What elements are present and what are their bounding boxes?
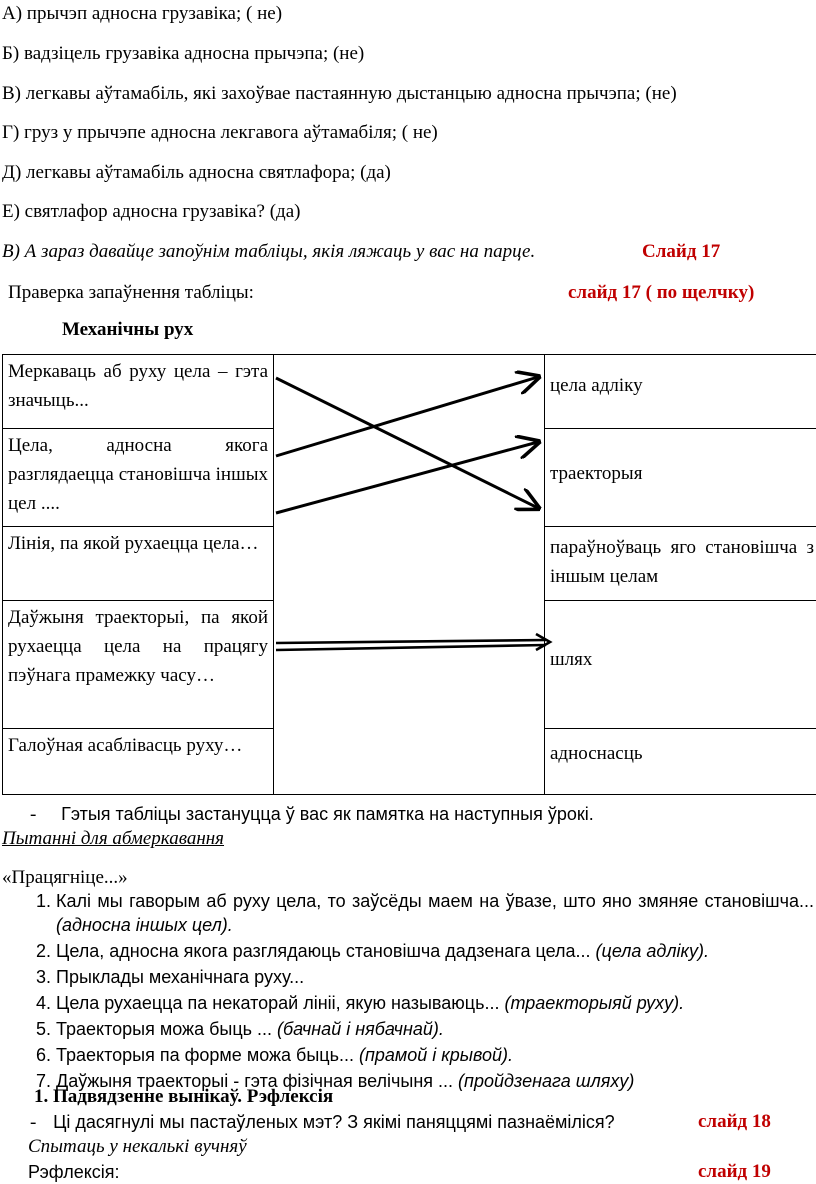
right-cell-1: цела адліку	[545, 355, 816, 429]
memo-note: Гэтыя табліцы застануцца ў вас як памятка на наступныя ўрокі.	[61, 804, 594, 824]
ask-students: Спытаць у некалькі вучняў	[28, 1136, 247, 1157]
question-5: 5. Траекторыя можа быць ... (бачнай і нябачнай).	[56, 1017, 814, 1041]
instruction-line	[2, 240, 535, 264]
statement-b: Б) вадзіцель грузавіка адносна прычэпа; (не)	[2, 43, 365, 64]
reflection-label: Рэфлексія:	[28, 1162, 120, 1182]
check-text: Праверка запаўнення табліцы:	[8, 282, 254, 303]
statement-d: Д) легкавы аўтамабіль адносна святлафора; (да)	[2, 162, 391, 183]
left-cell-4: Даўжыня траекторыі, па якой рухаецца цела на працягу пэўнага прамежку часу…	[3, 601, 274, 729]
goal-slide: слайд 18	[698, 1111, 771, 1132]
left-cell-2: Цела, адносна якога разглядаецца становішча іншых цел ....	[3, 429, 274, 527]
question-7: 7. Даўжыня траекторыі - гэта фізічная велічыня ... (пройдзенага шляху)	[56, 1069, 814, 1093]
discussion-heading: Пытанні для абмеркавання	[2, 828, 225, 849]
question-6: 6. Траекторыя па форме можа быць... (прамой і крывой).	[56, 1043, 814, 1067]
summary-heading: 1. Падвядзенне вынікаў. Рэфлексія	[34, 1086, 334, 1107]
statement-v: В) легкавы аўтамабіль, які захоўвае пастаянную дыстанцыю адносна прычэпа; (не)	[2, 83, 677, 104]
check-slide: слайд 17 ( по щелчку)	[568, 282, 755, 303]
middle-column	[274, 355, 545, 795]
matching-table	[2, 354, 816, 795]
table-title: Механічны рух	[62, 319, 194, 340]
right-cell-3: параўноўваць яго становішча з іншым целам	[545, 527, 816, 601]
memo-dash: -	[30, 804, 37, 825]
goal-question: Ці дасягнулі мы пастаўленых мэт? З якімі паняццямі пазнаёміліся?	[53, 1112, 615, 1132]
left-cell-1: Меркаваць аб руху цела – гэта значыць...	[3, 355, 274, 429]
statement-g: Г) груз у прычэпе адносна лекгавога аўтамабіля; ( не)	[2, 122, 438, 143]
goal-dash: -	[30, 1112, 37, 1133]
instruction-text: В) А зараз давайце запоўнім табліцы, якія ляжаць у вас на парце.	[2, 241, 536, 262]
question-4: 4. Цела рухаецца па некаторай лініі, якую называюць... (траекторыяй руху).	[56, 991, 814, 1015]
right-cell-4: шлях	[545, 601, 816, 729]
goal-line	[30, 1110, 615, 1135]
left-cell-3: Лінія, па якой рухаецца цела…	[3, 527, 274, 601]
continue-label: «Працягніце...»	[2, 867, 128, 888]
questions-list	[18, 889, 814, 1095]
statement-e: Е) святлафор адносна грузавіка? (да)	[2, 201, 301, 222]
left-cell-5: Галоўная асаблівасць руху…	[3, 729, 274, 795]
question-3: 3. Прыклады механічнага руху...	[56, 965, 814, 989]
reflection-slide: слайд 19	[698, 1161, 771, 1182]
question-1: 1. Калі мы гаворым аб руху цела, то заўсёды маем на ўвазе, што яно змяняе становішча... (адносна іншых цел).	[56, 889, 814, 937]
instruction-slide: Слайд 17	[642, 241, 721, 262]
memo-line	[30, 802, 594, 827]
right-cell-2: траекторыя	[545, 429, 816, 527]
question-2: 2. Цела, адносна якога разглядаюць становішча дадзенага цела... (цела адліку).	[56, 939, 814, 963]
statement-a: А) прычэп адносна грузавіка; ( не)	[2, 3, 283, 24]
right-cell-5: адноснасць	[545, 729, 816, 795]
